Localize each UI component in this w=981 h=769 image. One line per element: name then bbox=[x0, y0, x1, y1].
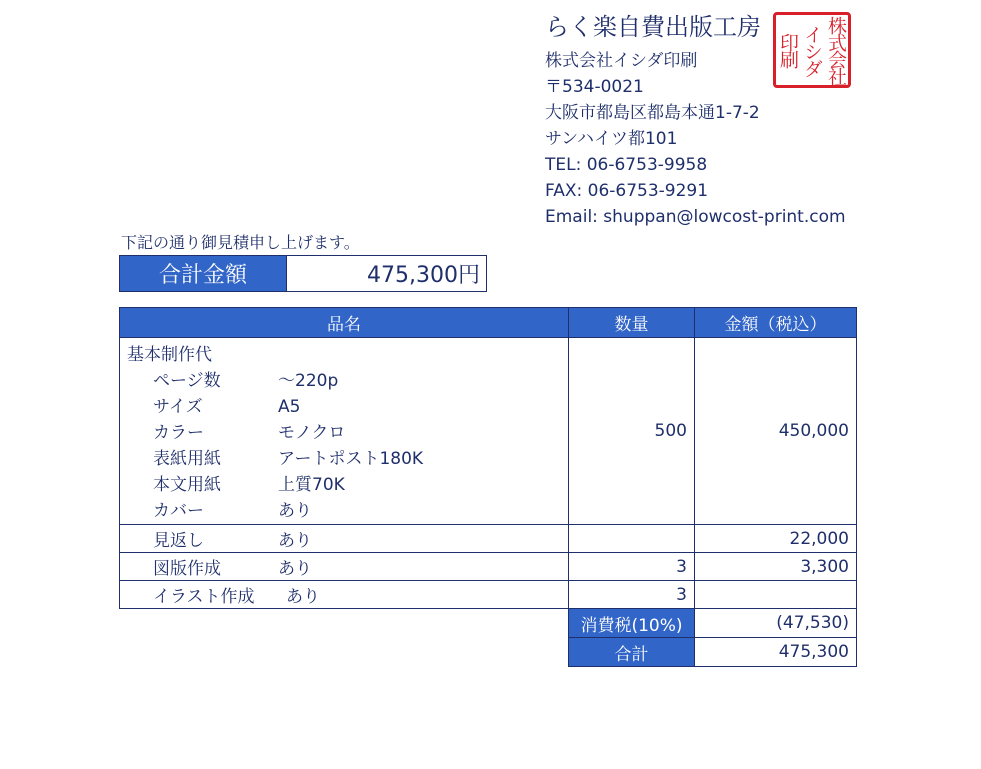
spec-row bbox=[120, 446, 568, 472]
total-amount-box bbox=[119, 255, 487, 292]
spec-value: アートポスト180K bbox=[278, 449, 424, 469]
spec-value: 上質70K bbox=[278, 475, 345, 495]
table-row bbox=[120, 525, 857, 553]
row-key: イラスト作成 bbox=[153, 587, 255, 607]
spec-value: 〜220p bbox=[278, 371, 339, 391]
spec-value: あり bbox=[278, 501, 312, 521]
intro-text: 下記の通り御見積申し上げます。 bbox=[121, 233, 360, 252]
company-line: サンハイツ都101 bbox=[545, 129, 678, 149]
row-value: あり bbox=[278, 559, 312, 579]
seal-text: イシダ bbox=[801, 24, 823, 76]
spec-key: 本文用紙 bbox=[153, 475, 221, 495]
row-item bbox=[120, 581, 569, 609]
row-value: あり bbox=[286, 587, 320, 607]
row-quantity bbox=[569, 525, 695, 553]
row-value: あり bbox=[278, 531, 312, 551]
spec-row bbox=[120, 394, 568, 420]
sum-label: 合計 bbox=[569, 638, 695, 667]
spec-key: ページ数 bbox=[153, 371, 221, 391]
company-email: Email: shuppan@lowcost-print.com bbox=[545, 207, 846, 227]
row-quantity: 3 bbox=[569, 581, 695, 609]
row-amount: 22,000 bbox=[695, 525, 857, 553]
basic-title: 基本制作代 bbox=[127, 345, 212, 365]
company-line: 株式会社イシダ印刷 bbox=[545, 51, 698, 71]
row-amount bbox=[695, 581, 857, 609]
table-header-row bbox=[120, 308, 857, 338]
tax-value: (47,530) bbox=[695, 609, 857, 638]
spec-value: A5 bbox=[278, 397, 301, 417]
spec-row bbox=[120, 420, 568, 446]
tax-label: 消費税(10%) bbox=[569, 609, 695, 638]
spec-row bbox=[120, 368, 568, 394]
tax-row bbox=[120, 609, 857, 638]
row-key: 見返し bbox=[153, 531, 204, 551]
sum-value: 475,300 bbox=[695, 638, 857, 667]
spec-key: サイズ bbox=[153, 397, 203, 417]
total-value: 475,300円 bbox=[286, 256, 486, 291]
company-line: 大阪市都島区都島本通1-7-2 bbox=[545, 103, 760, 123]
header-quantity: 数量 bbox=[569, 308, 695, 338]
header-amount: 金額（税込） bbox=[695, 308, 857, 338]
spec-key: カバー bbox=[153, 501, 204, 521]
spec-key: カラー bbox=[153, 423, 204, 443]
total-label: 合計金額 bbox=[120, 256, 286, 291]
row-key: 図版作成 bbox=[153, 559, 221, 579]
row-quantity: 3 bbox=[569, 553, 695, 581]
seal-text: 株式会社 bbox=[825, 16, 847, 84]
company-seal-stamp bbox=[773, 12, 851, 88]
company-name: らく楽自費出版工房 bbox=[545, 13, 761, 41]
row-item bbox=[120, 553, 569, 581]
company-line: 〒534-0021 bbox=[545, 77, 644, 97]
spec-row bbox=[120, 472, 568, 498]
company-line: FAX: 06-6753-9291 bbox=[545, 181, 709, 201]
company-line: TEL: 06-6753-9958 bbox=[545, 155, 708, 175]
sum-row bbox=[120, 638, 857, 667]
seal-text: 印刷 bbox=[777, 33, 799, 67]
row-item bbox=[120, 525, 569, 553]
row-amount: 3,300 bbox=[695, 553, 857, 581]
basic-cell bbox=[120, 338, 569, 525]
table-row bbox=[120, 581, 857, 609]
table-row bbox=[120, 553, 857, 581]
table-row-basic bbox=[120, 338, 857, 525]
spec-value: モノクロ bbox=[278, 423, 346, 443]
spec-row bbox=[120, 498, 568, 524]
basic-amount: 450,000 bbox=[695, 338, 857, 525]
spec-key: 表紙用紙 bbox=[153, 449, 221, 469]
basic-quantity: 500 bbox=[569, 338, 695, 525]
header-item-name: 品名 bbox=[120, 308, 569, 338]
estimate-table bbox=[119, 307, 857, 667]
